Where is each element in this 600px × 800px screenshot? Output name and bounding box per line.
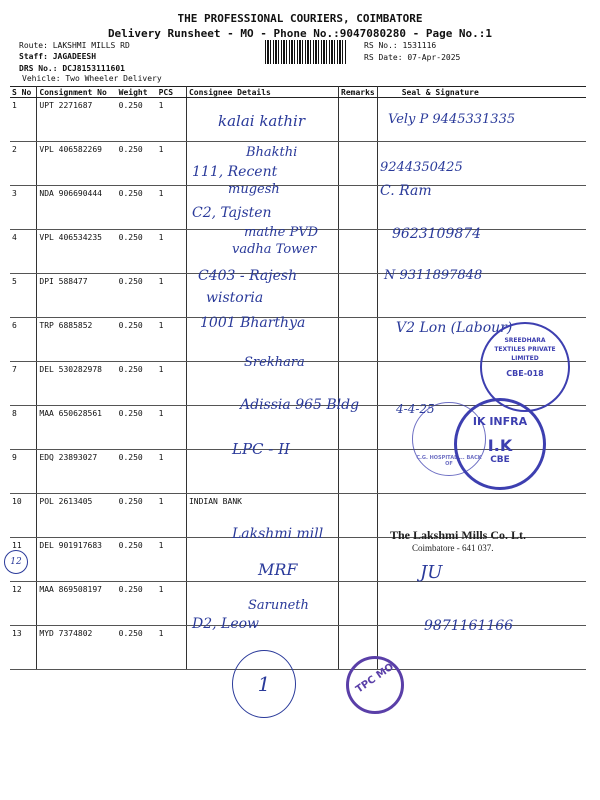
page-circle-mark: 1 (232, 650, 296, 718)
handwriting-r2-name-a: Bhakthi (246, 145, 298, 160)
signature-r2: 9244350425 (380, 160, 463, 175)
handwriting-r9-name: LPC - II (232, 440, 290, 458)
handwriting-r11-name: Lakshmi mill (232, 526, 324, 542)
stamp-lakshmi-mills: The Lakshmi Mills Co. Lt. (390, 528, 527, 542)
cell-pcs: 1 (157, 626, 187, 670)
col-seal: Seal & Signature (377, 87, 586, 98)
rs-date: RS Date: 07-Apr-2025 (364, 53, 461, 62)
handwriting-r7-name: Srekhara (244, 355, 305, 370)
cell-pcs: 1 (157, 494, 187, 538)
cell-remarks (339, 318, 378, 362)
cell-pcs: 1 (157, 142, 187, 186)
handwriting-r12-name: MRF (258, 560, 298, 579)
table-row (10, 274, 586, 318)
cell-consignment: UPT 2271687 (37, 98, 117, 142)
cell-pcs: 1 (157, 186, 187, 230)
col-remarks: Remarks (339, 87, 378, 98)
handwriting-r13-name-b: D2, Leow (192, 616, 260, 632)
cell-pcs: 1 (157, 450, 187, 494)
cell-remarks (339, 98, 378, 142)
stamp-bank-text: C.G. HOSPITAL ... BACK OF (416, 455, 482, 467)
table-header-row (10, 87, 586, 98)
cell-consignee: INDIAN BANK (186, 494, 338, 538)
cell-consignment: DPI 588477 (37, 274, 117, 318)
stamp-sreedhara-name: SREEDHARA TEXTILES PRIVATE LIMITED (494, 337, 556, 362)
handwriting-r6-name: 1001 Bharthya (200, 315, 306, 331)
cell-remarks (339, 274, 378, 318)
stamp-ik-infra: IK INFRA I.K CBE (454, 398, 546, 490)
cell-sno: 9 (10, 450, 37, 494)
cell-sno: 10 (10, 494, 37, 538)
handwriting-r3-name-b: C2, Tajsten (192, 205, 272, 221)
cell-remarks (339, 186, 378, 230)
cell-remarks (339, 538, 378, 582)
cell-pcs: 1 (157, 318, 187, 362)
stamp-lakshmi-mills-address: Coimbatore - 641 037. (412, 543, 494, 553)
cell-consignment: VPL 406582269 (37, 142, 117, 186)
cell-consignment: DEL 530282978 (37, 362, 117, 406)
cell-weight: 0.250 (117, 318, 157, 362)
cell-consignment: MYD 7374802 (37, 626, 117, 670)
col-sno: S No (10, 87, 37, 98)
drs-number: DRS No.: DCJ8153111601 (19, 64, 125, 73)
cell-sno: 6 (10, 318, 37, 362)
circled-row-12: 12 (4, 550, 28, 574)
handwriting-r1-name: kalai kathir (218, 112, 306, 130)
cell-consignment: DEL 901917683 (37, 538, 117, 582)
handwriting-r5-name-a: C403 - Rajesh (198, 268, 298, 284)
cell-weight: 0.250 (117, 98, 157, 142)
col-weight: Weight (117, 87, 157, 98)
handwriting-r2-name-b: 111, Recent (192, 164, 278, 180)
handwriting-r4-name-a: mathe PVD (244, 225, 319, 240)
signature-r6: V2 Lon (Labour) (396, 320, 513, 336)
signature-r1: Vely P 9445331335 (388, 112, 516, 127)
col-consignee: Consignee Details (186, 87, 338, 98)
cell-pcs: 1 (157, 98, 187, 142)
cell-pcs: 1 (157, 362, 187, 406)
runsheet-title: Delivery Runsheet - MO - Phone No.:9047080280 - Page No.:1 (107, 27, 493, 40)
barcode (265, 40, 347, 64)
cell-consignment: TRP 6885852 (37, 318, 117, 362)
signature-r12: JU (420, 562, 443, 583)
rs-number: RS No.: 1531116 (364, 41, 437, 50)
cell-weight: 0.250 (117, 274, 157, 318)
stamp-sreedhara-code: CBE-018 (506, 369, 544, 378)
cell-weight: 0.250 (117, 626, 157, 670)
cell-weight: 0.250 (117, 582, 157, 626)
cell-weight: 0.250 (117, 230, 157, 274)
cell-weight: 0.250 (117, 406, 157, 450)
cell-weight: 0.250 (117, 362, 157, 406)
cell-consignment: POL 2613405 (37, 494, 117, 538)
cell-consignment: NDA 906690444 (37, 186, 117, 230)
cell-weight: 0.250 (117, 186, 157, 230)
handwriting-r13-name-a: Saruneth (248, 598, 309, 613)
cell-remarks (339, 142, 378, 186)
col-consignment: Consignment No (37, 87, 117, 98)
signature-r8: 4-4-25 (396, 402, 435, 416)
signature-r5: N 9311897848 (384, 268, 483, 283)
cell-sno: 5 (10, 274, 37, 318)
cell-remarks (339, 450, 378, 494)
cell-pcs: 1 (157, 538, 187, 582)
signature-r3: C. Ram (380, 183, 432, 199)
company-title: THE PROFESSIONAL COURIERS, COIMBATORE (177, 12, 423, 25)
table-row (10, 142, 586, 186)
cell-weight: 0.250 (117, 494, 157, 538)
cell-remarks (339, 494, 378, 538)
handwriting-r5-name-b: wistoria (206, 290, 264, 306)
cell-consignment: MAA 869508197 (37, 582, 117, 626)
table-row (10, 538, 586, 582)
signature-r13: 9871161166 (424, 618, 514, 634)
cell-sno: 4 (10, 230, 37, 274)
cell-consignment: VPL 406534235 (37, 230, 117, 274)
cell-pcs: 1 (157, 274, 187, 318)
col-pcs: PCS (157, 87, 187, 98)
stamp-ik-cbe: CBE (490, 455, 510, 465)
stamp-tpc-mo (346, 656, 404, 714)
cell-pcs: 1 (157, 406, 187, 450)
cell-weight: 0.250 (117, 450, 157, 494)
vehicle: Vehicle: Two Wheeler Delivery (22, 74, 162, 83)
handwriting-r4-name-b: vadha Tower (232, 242, 317, 257)
handwriting-r3-name-a: mugesh (228, 182, 280, 197)
cell-weight: 0.250 (117, 142, 157, 186)
stamp-tpc-mo-text: TPC MO (354, 661, 396, 696)
cell-sno: 12 (10, 582, 37, 626)
stamp-ik-infra-name: IK INFRA (472, 415, 528, 428)
cell-sno: 1 (10, 98, 37, 142)
cell-sno: 3 (10, 186, 37, 230)
signature-r4: 9623109874 (392, 226, 482, 242)
table-row (10, 186, 586, 230)
staff: Staff: JAGADEESH (19, 52, 97, 61)
cell-sno: 2 (10, 142, 37, 186)
cell-sno: 7 (10, 362, 37, 406)
cell-sno: 8 (10, 406, 37, 450)
cell-sno: 13 (10, 626, 37, 670)
cell-remarks (339, 582, 378, 626)
cell-remarks (339, 230, 378, 274)
cell-consignment: EDQ 23893027 (37, 450, 117, 494)
route: Route: LAKSHMI MILLS RD (19, 41, 130, 50)
cell-weight: 0.250 (117, 538, 157, 582)
handwriting-r8-name: Adissia 965 Bldg (240, 397, 360, 413)
cell-pcs: 1 (157, 582, 187, 626)
cell-pcs: 1 (157, 230, 187, 274)
cell-consignment: MAA 650628561 (37, 406, 117, 450)
cell-sno: 11 (10, 538, 37, 582)
